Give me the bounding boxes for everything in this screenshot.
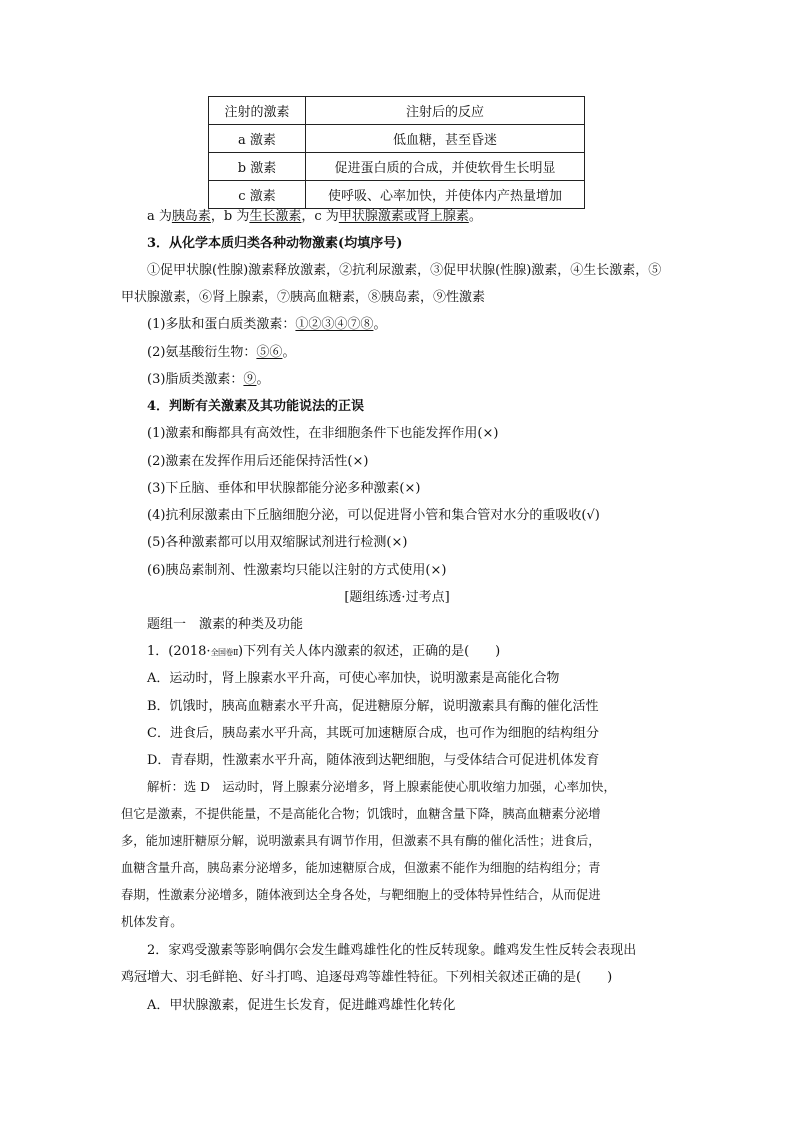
question-2-stem: 2．家鸡受激素等影响偶尔会发生雌鸡雄性化的性反转现象。雌鸡发生性反转会表现出 [147,943,637,958]
hormone-list-line: ①促甲状腺(性腺)激素释放激素，②抗利尿激素，③促甲状腺(性腺)激素，④生长激素，⑤ [147,263,662,278]
analysis-line: 春期，性激素分泌增多，随体液到达全身各处，与靶细胞上的受体特异性结合，从而促进 [121,888,601,902]
judgement-item: (4)抗利尿激素由下丘脑细胞分泌，可以促进肾小管和集合管对水分的重吸收(√) [147,508,600,523]
practice-banner: [题组练透·过考点] [344,590,450,605]
question-source: 全国卷Ⅱ [210,648,238,657]
question-text: 。 [373,317,387,332]
judgement-item: (2)激素在发挥作用后还能保持活性(×) [147,454,369,469]
table-answer-line [147,207,482,227]
option-b: B．饥饿时，胰高血糖素水平升高，促进糖原分解，说明激素具有酶的催化活性 [147,699,599,714]
question-2-stem: 鸡冠增大、羽毛鲜艳、好斗打鸣、追逐母鸡等雄性特征。下列相关叙述正确的是( ) [121,970,613,985]
section-3-title: 3．从化学本质归类各种动物激素(均填序号) [147,236,403,251]
answer-blank: ①②③④⑦⑧ [295,317,374,332]
table-cell: a 激素 [209,125,306,153]
question-group-title: 题组一 激素的种类及功能 [147,617,304,632]
analysis-line: 但它是激素，不提供能量，不是高能化合物；饥饿时，血糖含量下降，胰高血糖素分泌增 [121,807,601,821]
table-cell: b 激素 [209,153,306,181]
question-text: (1)多肽和蛋白质类激素： [147,317,296,332]
option-a: A．运动时，肾上腺素水平升高，可使心率加快，说明激素是高能化合物 [147,671,560,686]
answer-blank: 生长激素 [249,209,302,224]
table-row [209,181,585,209]
answer-text: 。 [468,209,482,224]
analysis-line: 解析：选 D 运动时，肾上腺素分泌增多，肾上腺素能使心肌收缩力加强，心率加快， [147,780,616,794]
answer-text: ，c 为 [301,209,339,224]
question-stem: )下列有关人体内激素的叙述，正确的是( ) [238,644,501,659]
question-number: 1．(2018· [147,644,211,659]
answer-blank: 甲状腺激素或肾上腺素 [338,209,469,224]
table-cell: 低血糖，甚至昏迷 [306,125,585,153]
judgement-item: (1)激素和酶都具有高效性，在非细胞条件下也能发挥作用(×) [147,426,499,441]
judgement-item: (6)胰岛素制剂、性激素均只能以注射的方式使用(×) [147,563,447,578]
table-cell: c 激素 [209,181,306,209]
answer-blank: ⑨ [243,372,257,387]
question-1-stem [147,642,500,663]
answer-text: ，b 为 [210,209,250,224]
question-text: 。 [282,345,296,360]
classify-line-2 [147,343,295,363]
hormone-injection-table [208,96,585,209]
option-a: A．甲状腺激素，促进生长发育，促进雌鸡雄性化转化 [147,998,456,1013]
section-4-title: 4．判断有关激素及其功能说法的正误 [147,399,365,414]
table-cell: 使呼吸、心率加快，并使体内产热量增加 [306,181,585,209]
answer-blank: ⑤⑥ [256,345,283,360]
option-d: D．青春期，性激素水平升高，随体液到达靶细胞，与受体结合可促进机体发育 [147,753,600,768]
table-row [209,153,585,181]
judgement-item: (3)下丘脑、垂体和甲状腺都能分泌多种激素(×) [147,481,421,496]
table-header-cell: 注射后的反应 [306,97,585,125]
classify-line-1 [147,315,386,335]
table-row [209,125,585,153]
judgement-item: (5)各种激素都可以用双缩脲试剂进行检测(×) [147,535,408,550]
option-c: C．进食后，胰岛素水平升高，其既可加速糖原合成，也可作为细胞的结构组分 [147,726,599,741]
question-text: 。 [256,372,270,387]
question-text: (3)脂质类激素： [147,372,244,387]
question-text: (2)氨基酸衍生物： [147,345,257,360]
classify-line-3 [147,370,269,390]
analysis-line: 血糖含量升高，胰岛素分泌增多，能加速糖原合成，但激素不能作为细胞的结构组分；青 [121,861,601,875]
analysis-line: 多，能加速肝糖原分解，说明激素具有调节作用，但激素不具有酶的催化活性；进食后， [121,834,601,848]
table-header-cell: 注射的激素 [209,97,306,125]
table-cell: 促进蛋白质的合成，并使软骨生长明显 [306,153,585,181]
answer-blank: 胰岛素 [171,209,211,224]
answer-text: a 为 [147,209,172,224]
table-header-row [209,97,585,125]
analysis-line: 机体发育。 [121,915,183,929]
hormone-list-line: 甲状腺激素，⑥肾上腺素，⑦胰高血糖素，⑧胰岛素，⑨性激素 [121,290,486,305]
